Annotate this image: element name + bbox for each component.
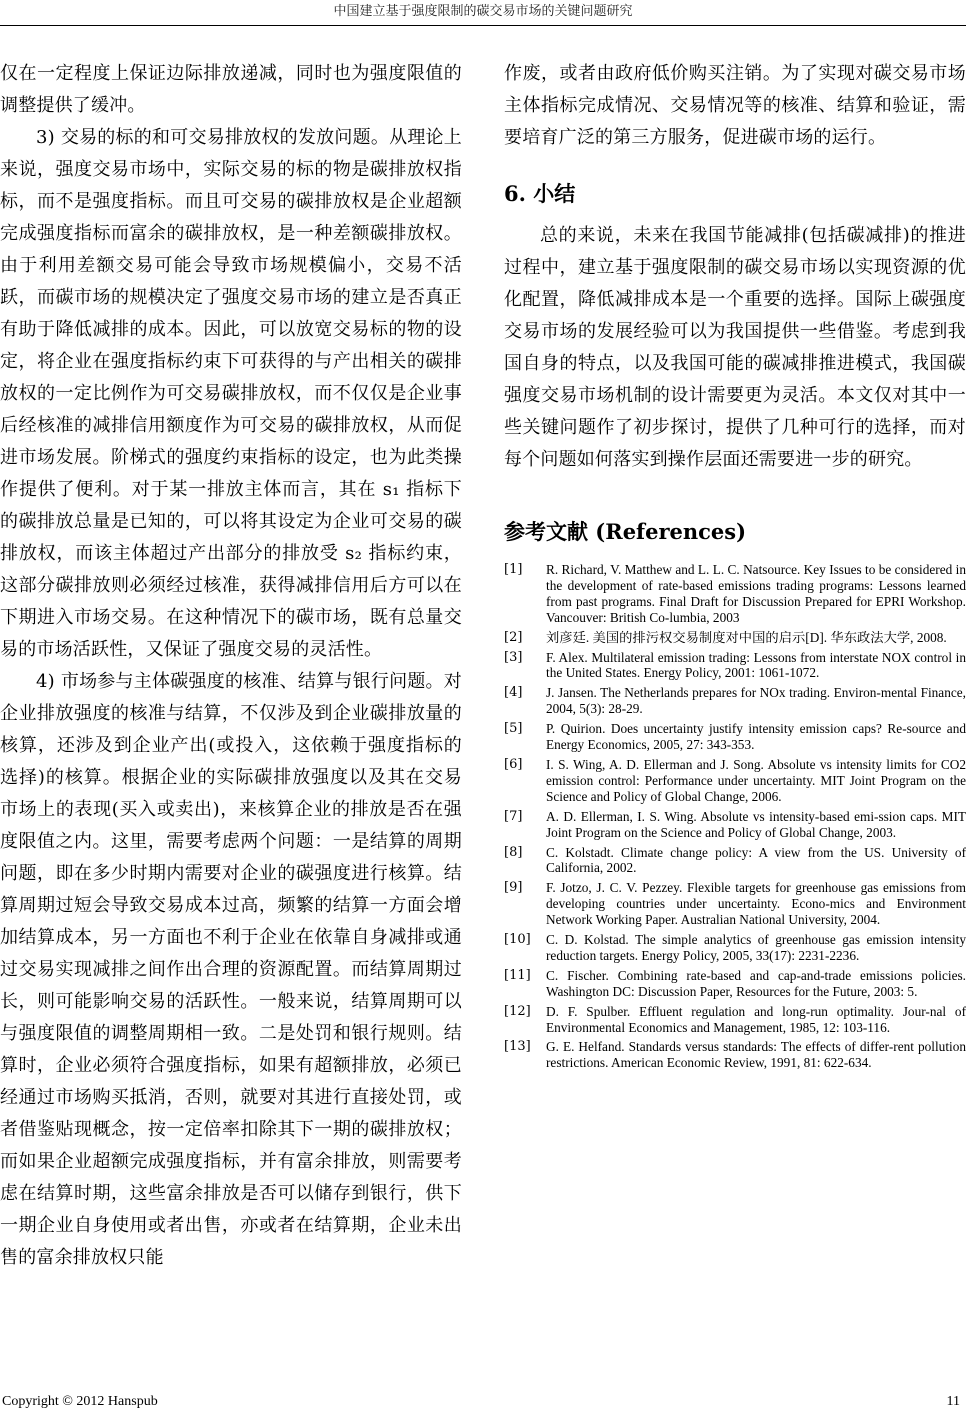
reference-item: [504, 1004, 966, 1036]
reference-number: [9]: [504, 880, 523, 896]
running-head-title: 中国建立基于强度限制的碳交易市场的关键问题研究: [333, 4, 633, 19]
reference-text: C. Fischer. Combining rate-based and cap-and-trade emissions policies. Washington DC: Discussion Paper, Resources for the Future, 2003: 5.: [546, 967, 966, 999]
section-title-summary: 6. 小结: [504, 181, 576, 206]
paragraph-continuation-right: 作废，或者由政府低价购买注销。为了实现对碳交易市场主体指标完成情况、交易情况等的核准、结算和验证，需要培育广泛的第三方服务，促进碳市场的运行。: [504, 63, 966, 148]
reference-item: [504, 650, 966, 682]
reference-text: C. D. Kolstad. The simple analytics of greenhouse gas emission intensity reduction targets. Energy Policy, 2005, 33(17): 2231-2236.: [546, 932, 966, 963]
reference-text: F. Alex. Multilateral emission trading: Lessons from interstate NOX control in the United States. Energy Policy, 2001: 1061-1072.: [546, 649, 966, 681]
paragraph-continuation: 仅在一定程度上保证边际排放递减，同时也为强度限值的调整提供了缓冲。: [0, 63, 462, 116]
reference-number: [7]: [504, 808, 523, 824]
reference-item: [504, 968, 966, 1000]
reference-item: [504, 932, 966, 964]
reference-item: [504, 757, 966, 805]
reference-text: D. F. Spulber. Effluent regulation and long-run optimality. Jour-nal of Environmental Economics and Management, 1985, 12: 103-116.: [546, 1003, 966, 1035]
paragraph-item-4: 4) 市场参与主体碳强度的核准、结算与银行问题。对企业排放强度的核准与结算，不仅涉及到企业碳排放量的核算，还涉及到企业产出(或投入，这依赖于强度指标的选择)的核算。根据企业的实际碳排放强度以及其在交易市场上的表现(买入或卖出)，来核算企业的排放是否在强度限值之内。这里，需要考虑两个问题：一是结算的周期问题，即在多少时期内需要对企业的碳强度进行核算。结算周期过短会导致交易成本过高，频繁的结算一方面会增加结算成本，另一方面也不利于企业在依靠自身减排或通过交易实现减排之间作出合理的资源配置。而结算周期过长，则可能影响交易的活跃性。一般来说，结算周期可以与强度限值的调整周期相一致。二是处罚和银行规则。结算时，企业必须符合强度指标，如果有超额排放，必须已经通过市场购买抵消，否则，就要对其进行直接处罚，或者借鉴贴现概念，按一定倍率扣除其下一期的碳排放权；而如果企业超额完成强度指标，并有富余排放，则需要考虑在结算时期，这些富余排放是否可以储存到银行，供下一期企业自身使用或者出售，亦或者在结算期，企业未出售的富余排放权只能: [0, 671, 462, 1268]
right-column: [504, 58, 966, 1075]
reference-number: [8]: [504, 844, 523, 860]
page-number: 11: [946, 1394, 960, 1409]
reference-number: [3]: [504, 649, 523, 665]
reference-item: [504, 845, 966, 877]
reference-number: [5]: [504, 721, 523, 737]
paragraph-item-3: 3) 交易的标的和可交易排放权的发放问题。从理论上来说，强度交易市场中，实际交易的标的物是碳排放权指标，而不是强度指标。而且可交易的碳排放权是企业超额完成强度指标而富余的碳排放权，是一种差额碳排放权。由于利用差额交易可能会导致市场规模偏小，交易不活跃，而碳市场的规模决定了强度交易市场的建立是否真正有助于降低减排的成本。因此，可以放宽交易标的物的设定，将企业在强度指标约束下可获得的与产出相关的碳排放权的一定比例作为可交易碳排放权，而不仅仅是企业事后经核准的减排信用额度作为可交易的碳排放权，从而促进市场发展。阶梯式的强度约束指标的设定，也为此类操作提供了便利。对于某一排放主体而言，其在 s₁ 指标下的碳排放总量是已知的，可以将其设定为企业可交易的碳排放权，而该主体超过产出部分的排放受 s₂ 指标约束，这部分碳排放则必须经过核准，获得减排信用后方可以在下期进入市场交易。在这种情况下的碳市场，既有总量交易的市场活跃性，又保证了强度交易的灵活性。: [0, 127, 462, 660]
header-rule: [0, 25, 966, 26]
reference-text: A. D. Ellerman, I. S. Wing. Absolute vs intensity-based emi-ssion caps. MIT Joint Program on the Science and Policy of Global Change, 2003.: [546, 808, 966, 840]
reference-number: [6]: [504, 756, 523, 772]
reference-item: [504, 880, 966, 928]
reference-item: [504, 721, 966, 753]
reference-text: I. S. Wing, A. D. Ellerman and J. Song. Absolute vs intensity limits for CO2 emission control: Performance under uncertainty. MIT Joint Program on the Science and Policy of Global Change, 2006.: [546, 756, 966, 804]
reference-number: [11]: [504, 967, 531, 983]
reference-item: [504, 809, 966, 841]
reference-number: [2]: [504, 629, 523, 645]
left-column: [0, 58, 462, 1274]
reference-item: [504, 562, 966, 626]
reference-text: R. Richard, V. Matthew and L. L. C. Natsource. Key Issues to be considered in the development of rate-based emissions trading programs: Lessons learned from past programs. Final Draft for Discussion Prepared for EPRI Workshop. Vancouver: British Co-lumbia, 2003: [546, 562, 966, 625]
reference-item: [504, 630, 966, 646]
reference-text: P. Quirion. Does uncertainty justify intensity emission caps? Re-source and Energy Economics, 2005, 27: 343-353.: [546, 721, 966, 753]
reference-number: [4]: [504, 685, 523, 701]
reference-text: F. Jotzo, J. C. V. Pezzey. Flexible targets for greenhouse gas emissions from developing countries under uncertainty. Econo-mics and Environment Network Working Paper. Australian National University, 2004.: [546, 880, 966, 928]
footer-copyright: Copyright © 2012 Hanspub: [2, 1394, 158, 1409]
reference-number: [10]: [504, 932, 531, 948]
paragraph-summary: 总的来说，未来在我国节能减排(包括碳减排)的推进过程中，建立基于强度限制的碳交易市场以实现资源的优化配置，降低减排成本是一个重要的选择。国际上碳强度交易市场的发展经验可以为我国提供一些借鉴。考虑到我国自身的特点，以及我国可能的碳减排推进模式，我国碳强度交易市场机制的设计需要更为灵活。本文仅对其中一些关键问题作了初步探讨，提供了几种可行的选择，而对每个问题如何落实到操作层面还需要进一步的研究。: [504, 225, 966, 470]
reference-text: C. Kolstadt. Climate change policy: A view from the US. University of California, 2002.: [546, 844, 966, 876]
reference-item: [504, 685, 966, 717]
reference-item: [504, 1039, 966, 1071]
reference-number: [1]: [504, 562, 523, 577]
reference-text: J. Jansen. The Netherlands prepares for NOx trading. Environ-mental Finance, 2004, 5(3): 28-29.: [546, 685, 966, 717]
references-title: 参考文献 (References): [504, 519, 747, 544]
reference-text: G. E. Helfand. Standards versus standards: The effects of differ-rent pollution restrictions. American Economic Review, 1991, 81: 622-634.: [546, 1039, 966, 1071]
reference-number: [13]: [504, 1039, 531, 1055]
reference-text: 刘彦廷. 美国的排污权交易制度对中国的启示[D]. 华东政法大学, 2008.: [546, 629, 947, 645]
reference-list: [504, 562, 966, 1071]
reference-number: [12]: [504, 1003, 531, 1019]
